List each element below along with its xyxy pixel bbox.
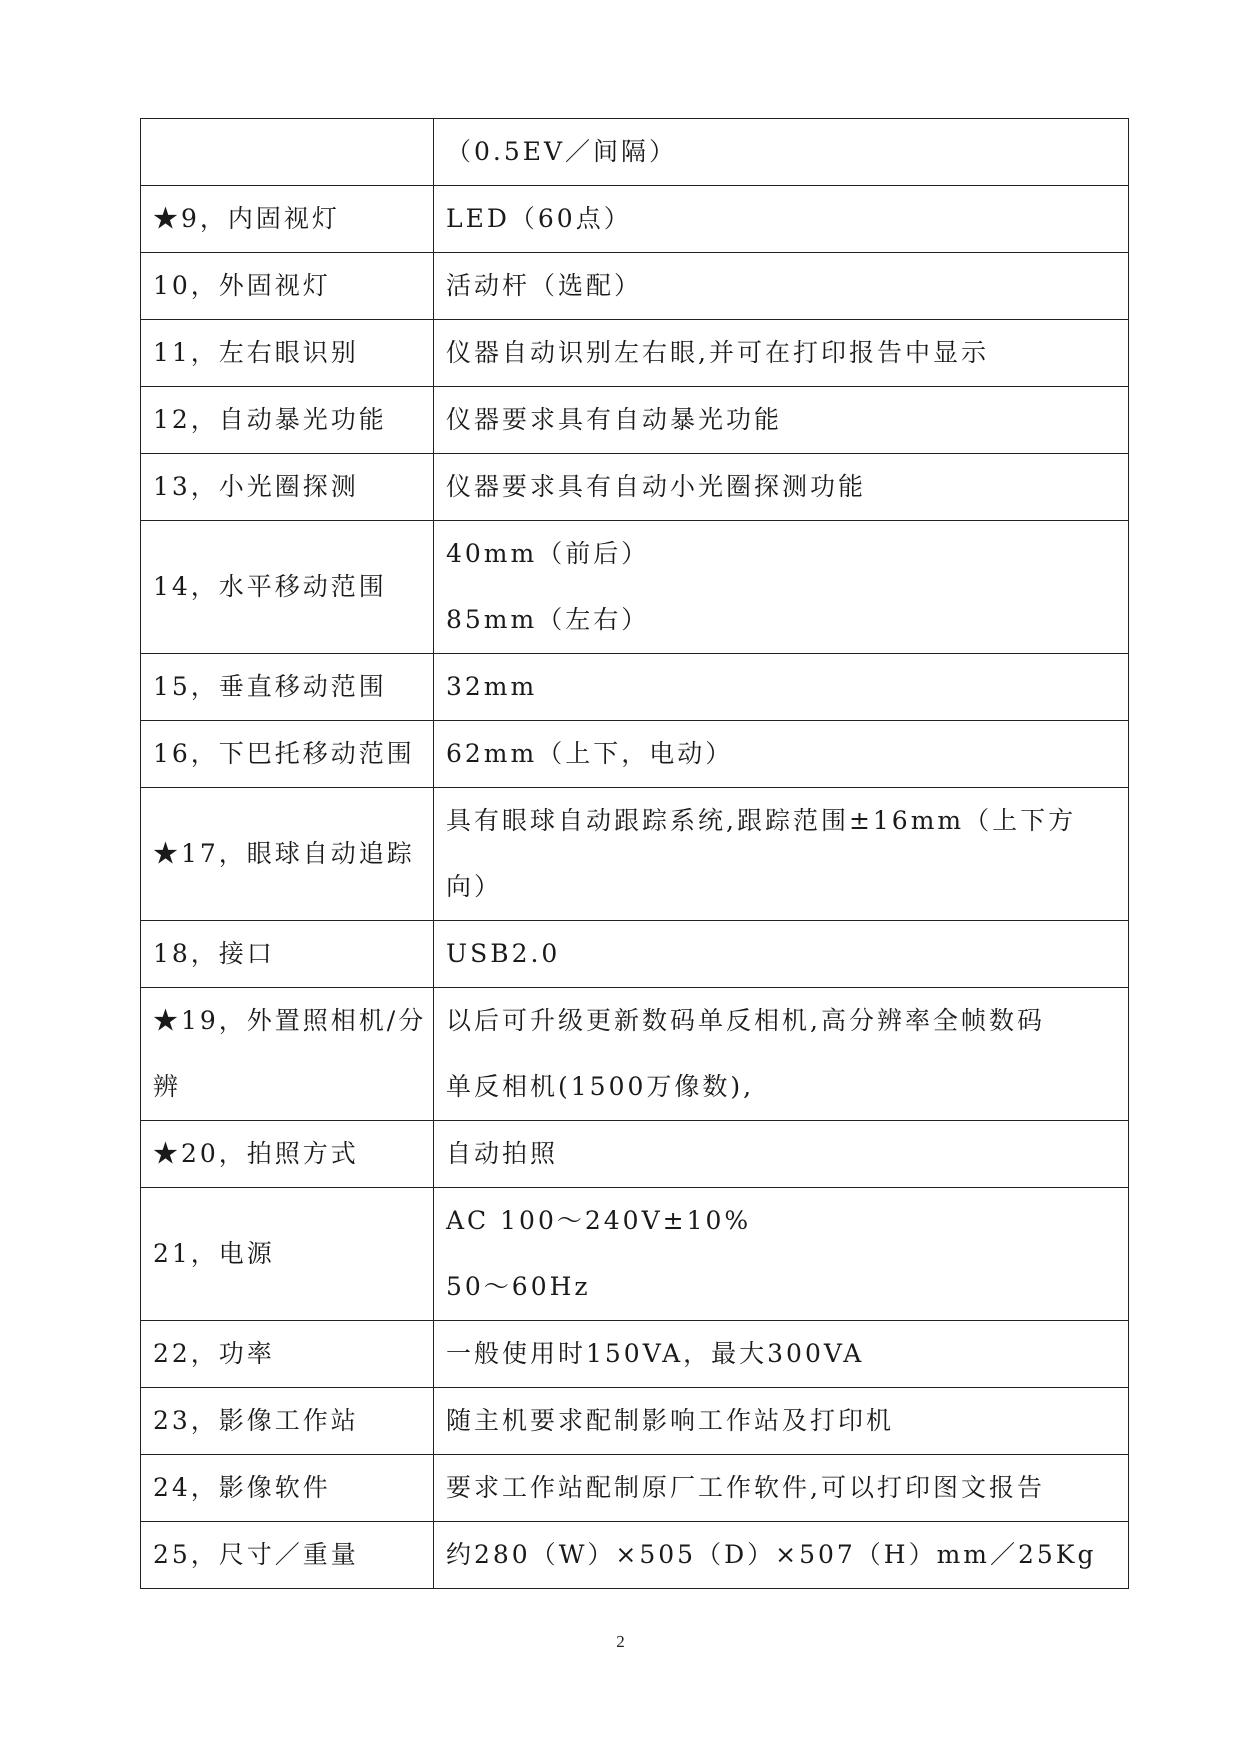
spec-value-line: USB2.0 bbox=[446, 939, 561, 968]
spec-value-line: 向） bbox=[446, 872, 503, 901]
spec-value-line: 85mm（左右） bbox=[446, 605, 650, 634]
spec-label: 24，影像软件 bbox=[141, 1455, 434, 1522]
spec-value-line: 仪器要求具有自动暴光功能 bbox=[446, 405, 783, 434]
spec-value bbox=[434, 721, 1129, 788]
spec-value bbox=[434, 788, 1129, 921]
spec-value-line: 仪器自动识别左右眼,并可在打印报告中显示 bbox=[446, 338, 989, 367]
page-number: 2 bbox=[616, 1632, 625, 1651]
spec-value bbox=[434, 1388, 1129, 1455]
table-row bbox=[141, 988, 1129, 1121]
spec-value bbox=[434, 521, 1129, 654]
spec-label: 13，小光圈探测 bbox=[141, 454, 434, 521]
spec-label: 12，自动暴光功能 bbox=[141, 387, 434, 454]
spec-label bbox=[141, 988, 434, 1121]
spec-value-line: 自动拍照 bbox=[446, 1139, 559, 1168]
table-row bbox=[141, 788, 1129, 921]
spec-value-line: LED（60点） bbox=[446, 204, 632, 233]
table-row bbox=[141, 119, 1129, 186]
spec-label: ★17，眼球自动追踪 bbox=[141, 788, 434, 921]
spec-value bbox=[434, 320, 1129, 387]
spec-value bbox=[434, 253, 1129, 320]
table-row bbox=[141, 1388, 1129, 1455]
spec-value bbox=[434, 387, 1129, 454]
spec-label: 14，水平移动范围 bbox=[141, 521, 434, 654]
spec-value-line: AC 100～240V±10% bbox=[446, 1206, 752, 1235]
spec-table bbox=[140, 118, 1129, 1589]
spec-value-line: 以后可升级更新数码单反相机,高分辨率全帧数码 bbox=[446, 1006, 1045, 1035]
spec-value bbox=[434, 654, 1129, 721]
spec-label: 22，功率 bbox=[141, 1321, 434, 1388]
table-row bbox=[141, 186, 1129, 253]
table-row bbox=[141, 721, 1129, 788]
spec-value-line: （0.5EV／间隔） bbox=[446, 137, 678, 166]
table-row bbox=[141, 521, 1129, 654]
table-row bbox=[141, 253, 1129, 320]
spec-value-line: 活动杆（选配） bbox=[446, 271, 643, 300]
spec-label: 23，影像工作站 bbox=[141, 1388, 434, 1455]
spec-label: 21，电源 bbox=[141, 1188, 434, 1321]
spec-value-line: 仪器要求具有自动小光圈探测功能 bbox=[446, 472, 867, 501]
table-row bbox=[141, 1121, 1129, 1188]
spec-value bbox=[434, 1522, 1129, 1589]
table-row bbox=[141, 387, 1129, 454]
spec-value-line: 单反相机(1500万像数), bbox=[446, 1072, 755, 1101]
table-row bbox=[141, 1188, 1129, 1321]
spec-label: 11，左右眼识别 bbox=[141, 320, 434, 387]
spec-label: ★20，拍照方式 bbox=[141, 1121, 434, 1188]
spec-value bbox=[434, 1455, 1129, 1522]
spec-value bbox=[434, 988, 1129, 1121]
spec-label: 10，外固视灯 bbox=[141, 253, 434, 320]
spec-value bbox=[434, 921, 1129, 988]
spec-label: 15，垂直移动范围 bbox=[141, 654, 434, 721]
spec-value-line: 具有眼球自动跟踪系统,跟踪范围±16mm（上下方 bbox=[446, 806, 1077, 835]
table-row bbox=[141, 921, 1129, 988]
spec-label: 16，下巴托移动范围 bbox=[141, 721, 434, 788]
spec-value bbox=[434, 454, 1129, 521]
spec-value bbox=[434, 119, 1129, 186]
table-row bbox=[141, 320, 1129, 387]
table-row bbox=[141, 454, 1129, 521]
spec-value-line: 50～60Hz bbox=[446, 1272, 591, 1301]
spec-label: 25，尺寸／重量 bbox=[141, 1522, 434, 1589]
table-row bbox=[141, 1321, 1129, 1388]
spec-value-line: 62mm（上下，电动） bbox=[446, 739, 734, 768]
spec-label-line: ★19，外置照相机/分 bbox=[153, 1006, 427, 1035]
spec-value bbox=[434, 1188, 1129, 1321]
spec-label-line: 辨 bbox=[153, 1072, 182, 1101]
spec-value-line: 一般使用时150VA，最大300VA bbox=[446, 1339, 865, 1368]
table-row bbox=[141, 1455, 1129, 1522]
table-row bbox=[141, 1522, 1129, 1589]
table-row bbox=[141, 654, 1129, 721]
spec-value-line: 约280（W）×505（D）×507（H）mm／25Kg bbox=[446, 1540, 1097, 1569]
spec-value-line: 32mm bbox=[446, 672, 538, 701]
spec-value bbox=[434, 1321, 1129, 1388]
spec-value bbox=[434, 1121, 1129, 1188]
spec-value-line: 随主机要求配制影响工作站及打印机 bbox=[446, 1406, 895, 1435]
spec-label: 18，接口 bbox=[141, 921, 434, 988]
spec-value-line: 要求工作站配制原厂工作软件,可以打印图文报告 bbox=[446, 1473, 1045, 1502]
spec-label bbox=[141, 119, 434, 186]
spec-label: ★9，内固视灯 bbox=[141, 186, 434, 253]
spec-value-line: 40mm（前后） bbox=[446, 539, 650, 568]
spec-value bbox=[434, 186, 1129, 253]
